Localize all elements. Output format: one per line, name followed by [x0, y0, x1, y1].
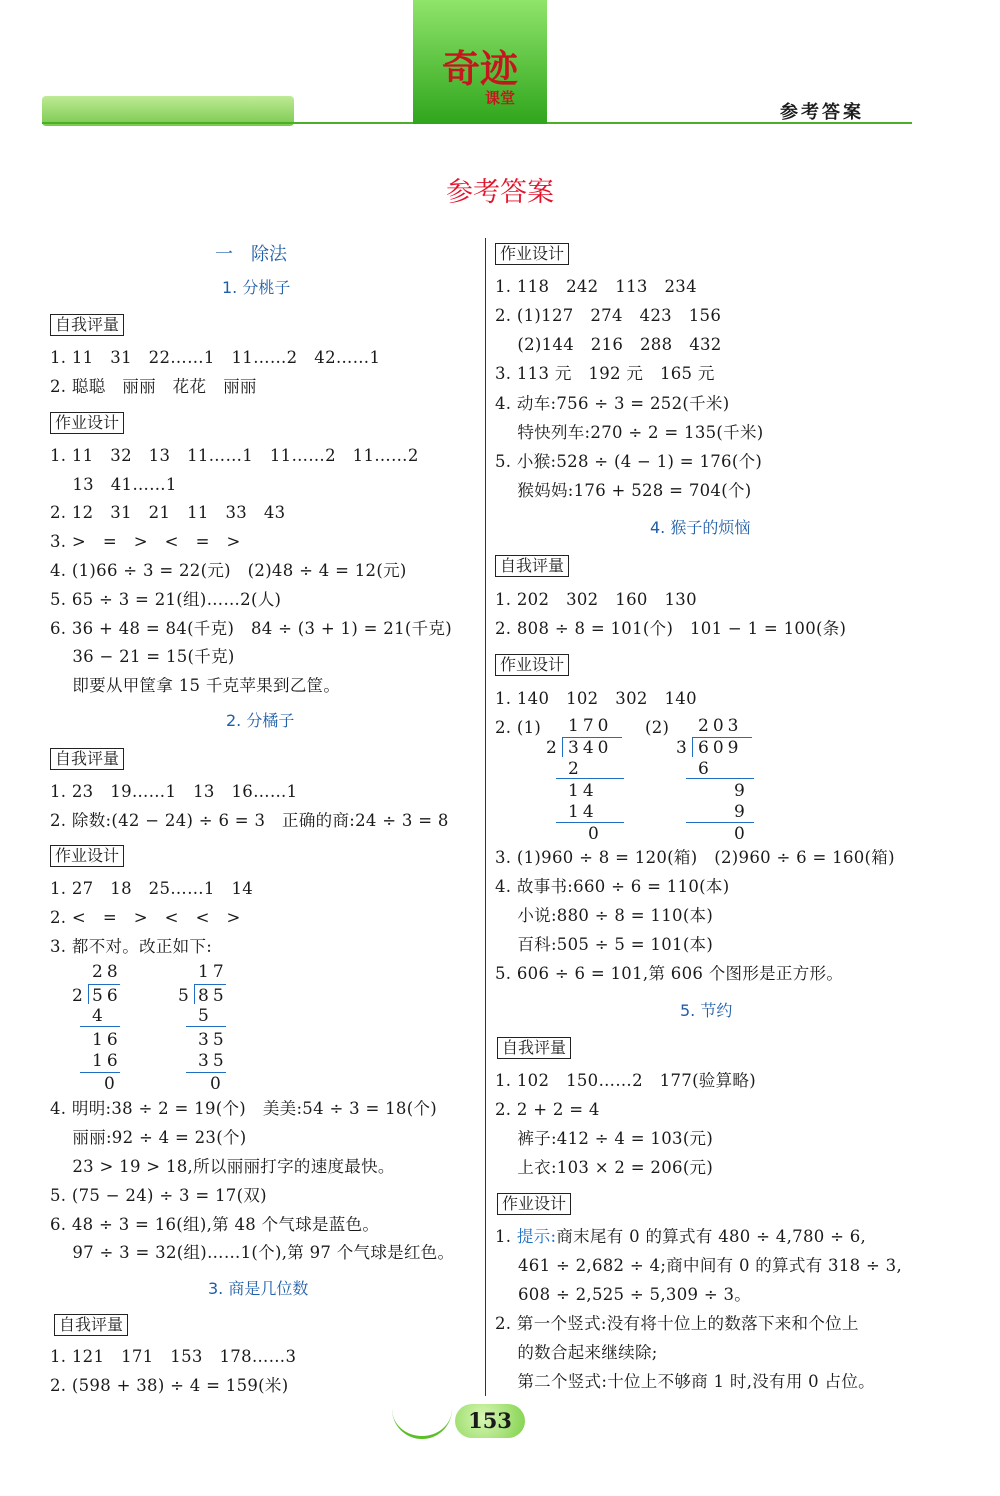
page-number: 153 — [468, 1408, 512, 1433]
hint-text: 商末尾有 0 的算式有 480 ÷ 4,780 ÷ 6, — [556, 1227, 867, 1246]
section-title: 1. 分桃子 — [222, 278, 291, 297]
self-assessment-label: 自我评量 — [497, 1037, 571, 1059]
chapter-title: 一 除法 — [215, 244, 287, 265]
dividend: 609 — [698, 738, 743, 758]
self-assessment-label: 自我评量 — [495, 555, 569, 577]
step: 16 — [92, 1051, 122, 1071]
self-assessment-label: 自我评量 — [50, 748, 124, 770]
answer-line: 2. (1)127 274 423 156 — [495, 306, 722, 325]
dividend: 56 — [92, 986, 122, 1006]
self-assessment-label: 自我评量 — [54, 1314, 128, 1336]
answer-line: 2. 808 ÷ 8 = 101(个) 101 − 1 = 100(条) — [495, 619, 847, 638]
answer-line: 6. 48 ÷ 3 = 16(组),第 48 个气球是蓝色。 — [50, 1215, 380, 1234]
step-line — [686, 778, 754, 779]
section-title: 4. 猴子的烦恼 — [650, 518, 751, 537]
answer-line: 2. < = > < < > — [50, 908, 241, 927]
answer-line: 百科:505 ÷ 5 = 101(本) — [495, 935, 714, 954]
step-line — [556, 822, 624, 823]
answer-line: 3. 113 元 192 元 165 元 — [495, 364, 715, 383]
answer-line: 1. 23 19……1 13 16……1 — [50, 782, 298, 801]
answer-line: 小说:880 ÷ 8 = 110(本) — [495, 906, 714, 925]
answer-line: 1. 121 171 153 178……3 — [50, 1347, 297, 1366]
divisor: 5 — [178, 986, 193, 1006]
answer-line: 第二个竖式:十位上不够商 1 时,没有用 0 占位。 — [495, 1372, 875, 1391]
answer-line: 1. 27 18 25……1 14 — [50, 879, 254, 898]
answer-line: (2)144 216 288 432 — [495, 335, 722, 354]
answer-line: 裤子:412 ÷ 4 = 103(元) — [495, 1129, 714, 1148]
step: 14 — [568, 781, 598, 801]
division-bracket — [88, 984, 89, 1004]
answer-line: 1. 118 242 113 234 — [495, 277, 697, 296]
answer-line: 97 ÷ 3 = 32(组)……1(个),第 97 个气球是红色。 — [50, 1243, 455, 1262]
answer-line: 即要从甲筐拿 15 千克苹果到乙筐。 — [50, 676, 341, 695]
remainder: 0 — [104, 1074, 119, 1094]
answer-line: 1. 202 302 160 130 — [495, 590, 697, 609]
brand-logo — [413, 0, 547, 124]
quotient: 28 — [92, 962, 122, 982]
answer-line: 2. 第一个竖式:没有将十位上的数落下来和个位上 — [495, 1314, 859, 1333]
quotient: 170 — [568, 716, 613, 736]
answer-line: 2. 除数:(42 − 24) ÷ 6 = 3 正确的商:24 ÷ 3 = 8 — [50, 811, 449, 830]
step: 35 — [198, 1030, 228, 1050]
step: 14 — [568, 802, 598, 822]
answer-line: 13 41……1 — [50, 475, 177, 494]
section-title: 3. 商是几位数 — [208, 1279, 309, 1298]
division-bracket — [562, 737, 563, 757]
step-line — [186, 1026, 226, 1027]
divisor: 3 — [676, 738, 691, 758]
remainder: 0 — [588, 824, 603, 844]
divisor: 2 — [72, 986, 87, 1006]
answer-line: 2. 12 31 21 11 33 43 — [50, 503, 286, 522]
answer-line: 1. 140 102 302 140 — [495, 689, 697, 708]
answer-line: 461 ÷ 2,682 ÷ 4;商中间有 0 的算式有 318 ÷ 3, — [518, 1256, 902, 1275]
answer-line: 5. (75 − 24) ÷ 3 = 17(双) — [50, 1186, 267, 1205]
answer-line: 1. 11 32 13 11……1 11……2 11……2 — [50, 446, 419, 465]
homework-label: 作业设计 — [495, 243, 569, 265]
answer-line: 丽丽:92 ÷ 4 = 23(个) — [50, 1128, 247, 1147]
step: 4 — [92, 1006, 107, 1026]
answer-line: (2) — [645, 718, 670, 737]
step: 6 — [698, 759, 713, 779]
step: 9 — [734, 802, 749, 822]
answer-line: 23 > 19 > 18,所以丽丽打字的速度最快。 — [50, 1157, 395, 1176]
remainder: 0 — [210, 1074, 225, 1094]
homework-label: 作业设计 — [50, 845, 124, 867]
answer-line: 6. 36 + 48 = 84(千克) 84 ÷ (3 + 1) = 21(千克) — [50, 619, 452, 638]
answer-line: 2. (1) — [495, 718, 542, 737]
step: 16 — [92, 1030, 122, 1050]
step-line — [556, 778, 624, 779]
answer-line: 1. 提示:商末尾有 0 的算式有 480 ÷ 4,780 ÷ 6, — [495, 1227, 867, 1246]
column-divider — [485, 238, 486, 1396]
answer-line: 3. 都不对。改正如下: — [50, 937, 213, 956]
division-bracket — [194, 984, 195, 1004]
step: 5 — [198, 1006, 213, 1026]
step-line — [80, 1026, 120, 1027]
answer-line: 5. 小猴:528 ÷ (4 − 1) = 176(个) — [495, 452, 763, 471]
answer-line: 4. 动车:756 ÷ 3 = 252(千米) — [495, 394, 730, 413]
step: 35 — [198, 1051, 228, 1071]
answer-line: 5. 606 ÷ 6 = 101,第 606 个图形是正方形。 — [495, 964, 844, 983]
page-title: 参考答案 — [446, 177, 554, 208]
answer-line: 的数合起来继续除; — [495, 1343, 658, 1362]
division-bar — [88, 984, 120, 985]
division-bar — [194, 984, 226, 985]
footer-ornament — [392, 1408, 452, 1439]
step: 9 — [734, 781, 749, 801]
dividend: 340 — [568, 738, 613, 758]
dividend: 85 — [198, 986, 228, 1006]
homework-label: 作业设计 — [50, 412, 124, 434]
homework-label: 作业设计 — [497, 1193, 571, 1215]
brand-sub: 课堂 — [484, 89, 515, 107]
quotient: 17 — [198, 962, 228, 982]
step-line — [80, 1072, 120, 1073]
homework-label: 作业设计 — [495, 654, 569, 676]
answer-line: 4. (1)66 ÷ 3 = 22(元) (2)48 ÷ 4 = 12(元) — [50, 561, 407, 580]
answer-line: 上衣:103 × 2 = 206(元) — [495, 1158, 714, 1177]
remainder: 0 — [734, 824, 749, 844]
answer-line: 608 ÷ 2,525 ÷ 5,309 ÷ 3。 — [518, 1285, 752, 1304]
division-bracket — [692, 737, 693, 757]
self-assessment-label: 自我评量 — [50, 314, 124, 336]
hint-label: 提示: — [516, 1227, 557, 1246]
step: 2 — [568, 759, 583, 779]
answer-line: 1. 11 31 22……1 11……2 42……1 — [50, 348, 381, 367]
answer-line: 36 − 21 = 15(千克) — [50, 647, 235, 666]
divisor: 2 — [546, 738, 561, 758]
section-title: 2. 分橘子 — [226, 711, 295, 730]
answer-line: 2. 聪聪 丽丽 花花 丽丽 — [50, 377, 257, 396]
quotient: 203 — [698, 716, 743, 736]
answer-line: 5. 65 ÷ 3 = 21(组)……2(人) — [50, 590, 282, 609]
answer-line: 2. (598 + 38) ÷ 4 = 159(米) — [50, 1376, 289, 1395]
header-tagline: 参考答案 — [780, 102, 864, 123]
step-line — [186, 1072, 226, 1073]
brand-main: 奇迹 — [441, 46, 518, 91]
answer-line: 2. 2 + 2 = 4 — [495, 1100, 600, 1119]
answer-line: 3. > = > < = > — [50, 532, 241, 551]
answer-line: 4. 故事书:660 ÷ 6 = 110(本) — [495, 877, 730, 896]
page-number-badge — [455, 1404, 525, 1438]
answer-line: 特快列车:270 ÷ 2 = 135(千米) — [495, 423, 764, 442]
answer-line: 4. 明明:38 ÷ 2 = 19(个) 美美:54 ÷ 3 = 18(个) — [50, 1099, 437, 1118]
section-title: 5. 节约 — [680, 1001, 733, 1020]
step-line — [686, 822, 754, 823]
answer-line: 1. 102 150……2 177(验算略) — [495, 1071, 756, 1090]
answer-line: 猴妈妈:176 + 528 = 704(个) — [495, 481, 752, 500]
answer-line: 3. (1)960 ÷ 8 = 120(箱) (2)960 ÷ 6 = 160(箱) — [495, 848, 895, 867]
